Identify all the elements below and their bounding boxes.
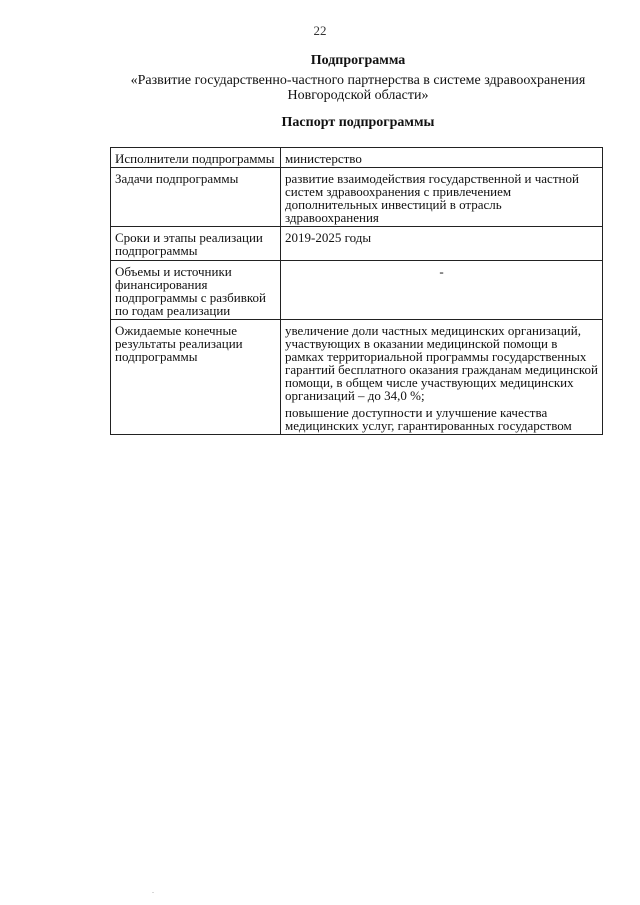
passport-table <box>110 147 603 435</box>
page-number: 22 <box>313 23 327 38</box>
value-paragraph: 2019-2025 годы <box>285 230 372 245</box>
row-label-results: Ожидаемые конечные результаты реализации подпрограммы <box>111 320 281 435</box>
value-paragraph: повышение доступности и улучшение качества медицинских услуг, гарантированных государством <box>285 405 572 433</box>
row-value-timing <box>281 227 603 261</box>
table-row <box>111 320 603 435</box>
table-row <box>111 148 603 168</box>
value-paragraph: - <box>439 264 444 279</box>
subprogram-heading: Подпрограмма <box>310 53 406 68</box>
row-value-funding <box>281 261 603 320</box>
row-label-timing: Сроки и этапы реализации подпрограммы <box>111 227 281 261</box>
row-label-executors: Исполнители подпрограммы <box>111 148 281 168</box>
passport-heading: Паспорт подпрограммы <box>281 115 435 130</box>
row-value-results <box>281 320 603 435</box>
table-row <box>111 168 603 227</box>
row-value-tasks <box>281 168 603 227</box>
value-paragraph: развитие взаимодействия государственной и частной систем здравоохранения с привлечением дополнительных инвестиций в отрасль здравоохранения <box>285 171 579 225</box>
subprogram-title-line-1: «Развитие государственно-частного партнерства в системе здравоохранения <box>130 73 586 88</box>
row-label-tasks: Задачи подпрограммы <box>111 168 281 227</box>
subprogram-title <box>100 73 616 103</box>
table-row <box>111 261 603 320</box>
row-value-executors <box>281 148 603 168</box>
scan-mark: . <box>152 886 154 895</box>
table-row <box>111 227 603 261</box>
subprogram-title-line-2: Новгородской области» <box>287 88 429 103</box>
value-paragraph: министерство <box>285 151 362 166</box>
row-label-funding: Объемы и источники финансирования подпрограммы с разбивкой по годам реализации <box>111 261 281 320</box>
value-paragraph: увеличение доли частных медицинских организаций, участвующих в оказании медицинской помощи в рамках территориальной программы государственных гарантий бесплатного оказания гражданам медицинской помощи, в общем числе участвующих медицинских организаций – до 34,0 %; <box>285 323 599 403</box>
